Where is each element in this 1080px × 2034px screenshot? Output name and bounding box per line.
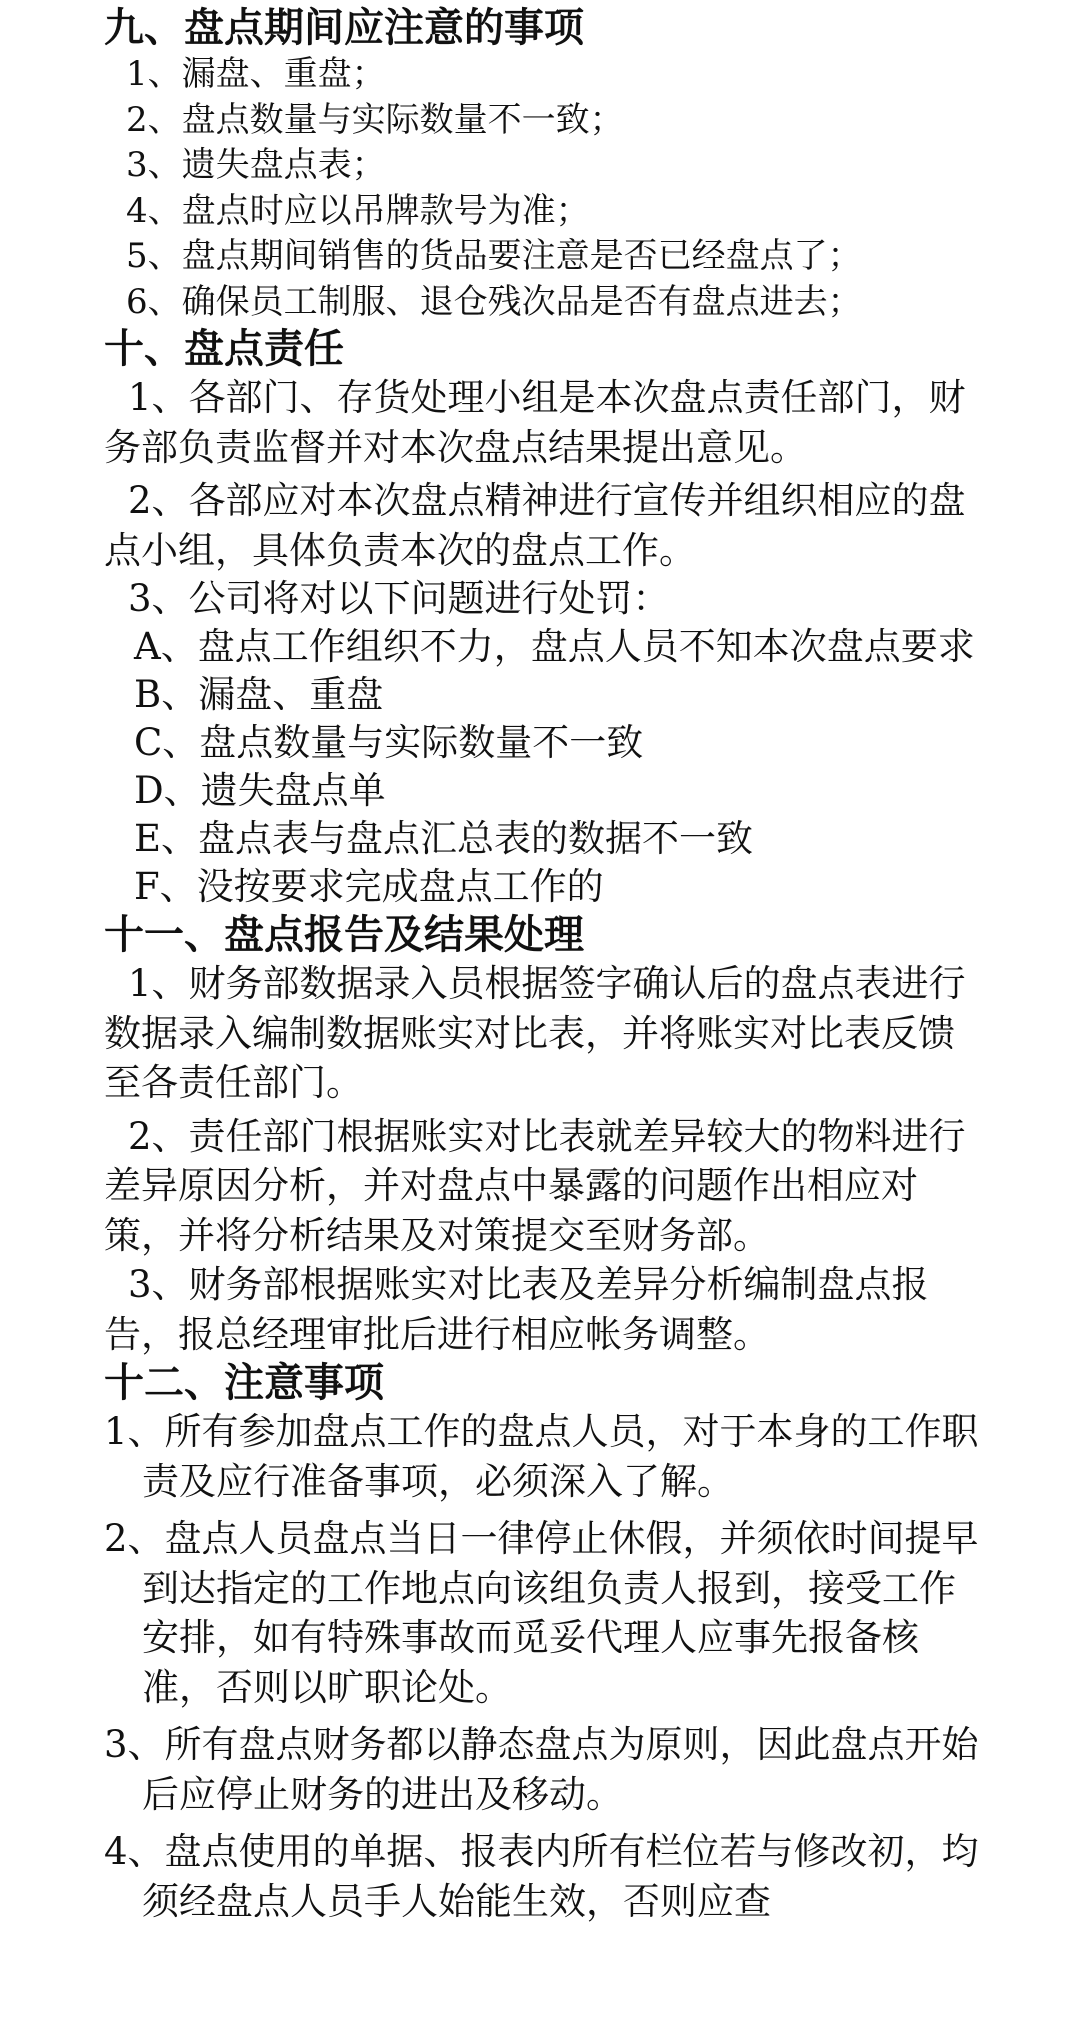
section-heading: 十、盘点责任: [104, 326, 344, 372]
document-page: [104, 0, 984, 1926]
list-item: 4、盘点时应以吊牌款号为准；: [126, 190, 590, 231]
penalty-item: A、盘点工作组织不力，盘点人员不知本次盘点要求: [134, 625, 975, 668]
penalty-item: F、没按要求完成盘点工作的: [134, 865, 604, 908]
penalty-item: C、盘点数量与实际数量不一致: [134, 721, 644, 764]
list-item: 5、盘点期间销售的货品要注意是否已经盘点了；: [126, 236, 862, 276]
paragraph: 2、各部应对本次盘点精神进行宣传并组织相应的盘点小组，具体负责本次的盘点工作。: [104, 479, 966, 572]
note-item: 3、所有盘点财务都以静态盘点为原则，因此盘点开始后应停止财务的进出及移动。: [104, 1723, 979, 1816]
list-item: 2、盘点数量与实际数量不一致；: [126, 99, 624, 140]
section-heading: 十一、盘点报告及结果处理: [104, 912, 584, 958]
note-item: 4、盘点使用的单据、报表内所有栏位若与修改初，均须经盘点人员手人始能生效，否则应查: [104, 1830, 979, 1923]
list-item: 6、确保员工制服、退仓残次品是否有盘点进去；: [126, 281, 862, 322]
penalty-item: D、遗失盘点单: [134, 769, 386, 812]
paragraph: 3、财务部根据账实对比表及差异分析编制盘点报告，报总经理审批后进行相应帐务调整。: [104, 1263, 929, 1356]
paragraph: 1、财务部数据录入员根据签字确认后的盘点表进行数据录入编制数据账实对比表，并将账实对比表反馈至各责任部门。: [104, 962, 966, 1104]
section-heading: 十二、注意事项: [104, 1360, 384, 1406]
paragraph: 3、公司将对以下问题进行处罚：: [128, 577, 670, 620]
penalty-item: E、盘点表与盘点汇总表的数据不一致: [134, 817, 754, 860]
penalty-item: B、漏盘、重盘: [134, 673, 384, 716]
note-item: 1、所有参加盘点工作的盘点人员，对于本身的工作职责及应行准备事项，必须深入了解。: [104, 1410, 979, 1503]
note-item: 2、盘点人员盘点当日一律停止休假，并须依时间提早到达指定的工作地点向该组负责人报到，接受工作安排，如有特殊事故而觅妥代理人应事先报备核准，否则以旷职论处。: [104, 1517, 979, 1709]
section-heading: 九、盘点期间应注意的事项: [104, 5, 584, 51]
paragraph: 2、责任部门根据账实对比表就差异较大的物料进行差异原因分析，并对盘点中暴露的问题作出相应对策，并将分析结果及对策提交至财务部。: [104, 1114, 966, 1257]
list-item: 1、漏盘、重盘；: [126, 54, 386, 94]
list-item: 3、遗失盘点表；: [126, 145, 386, 185]
section-9-list: [104, 52, 984, 325]
paragraph: 1、各部门、存货处理小组是本次盘点责任部门，财务部负责监督并对本次盘点结果提出意见。: [104, 376, 966, 469]
